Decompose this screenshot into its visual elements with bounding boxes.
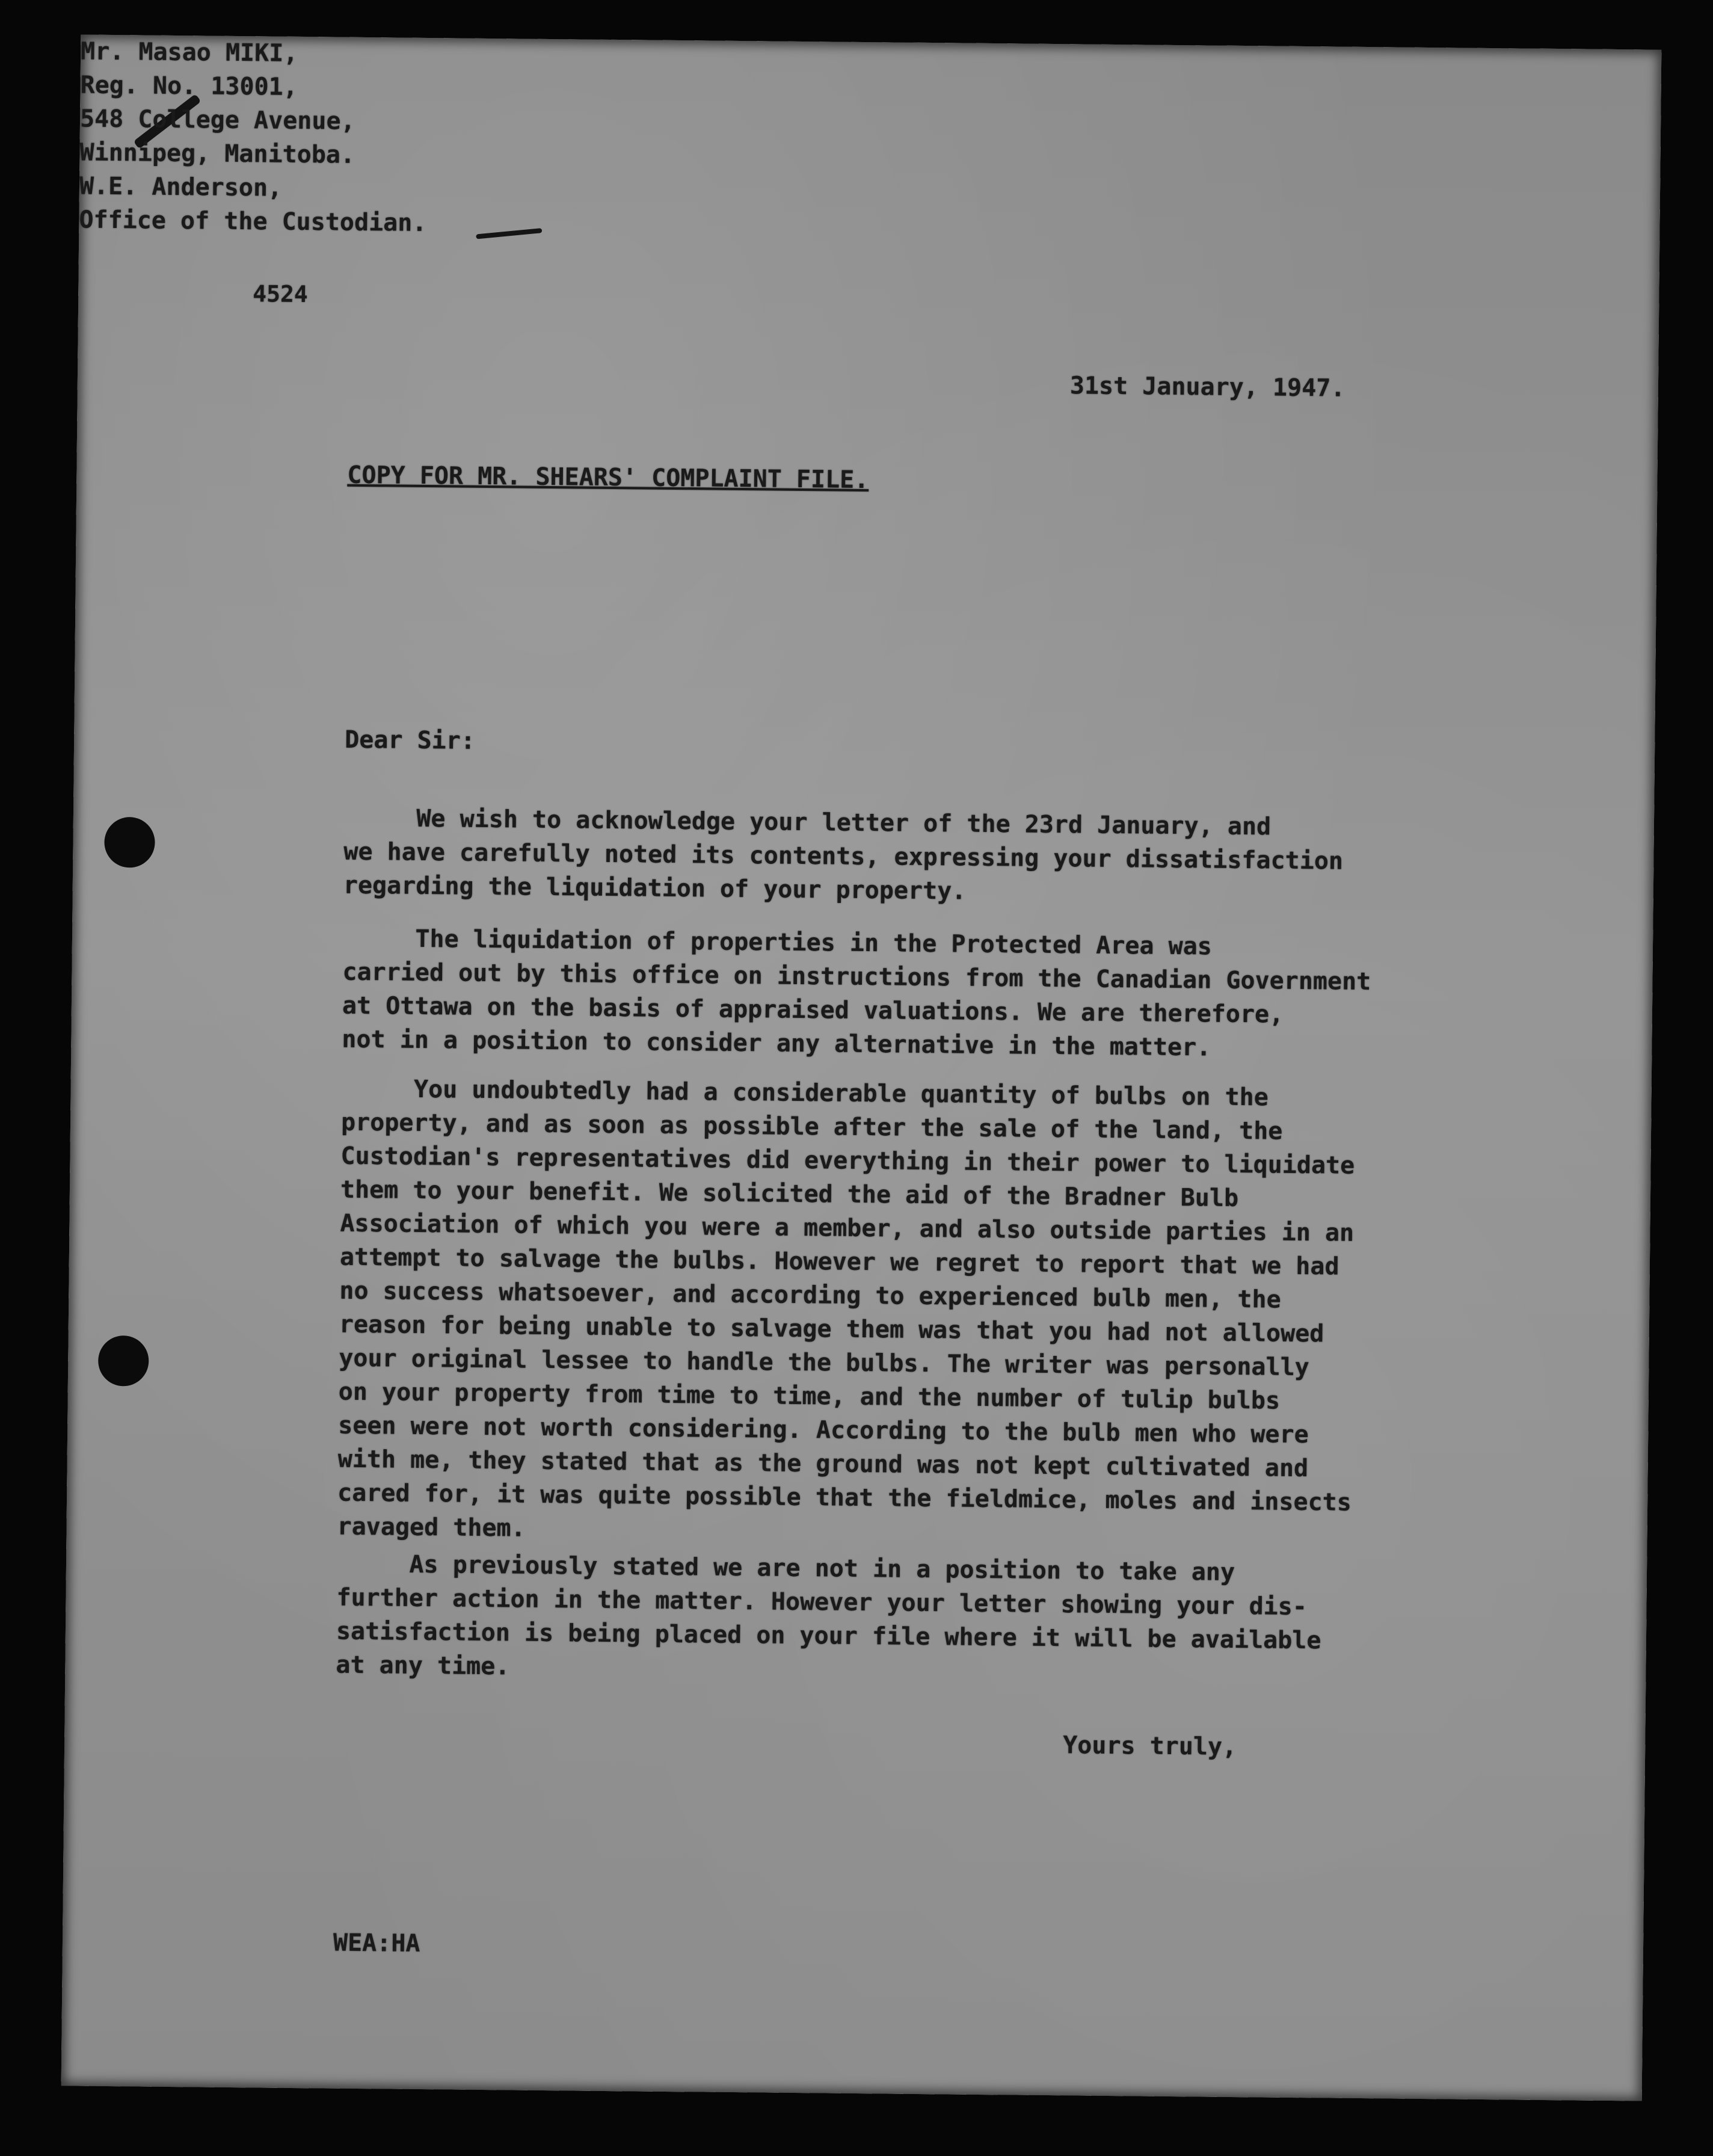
body-paragraph: As previously stated we are not in a position to take any further action in the matter. However your letter showing your dis- satisfaction is being placed on your file where it will be available at any time. [336, 1550, 1321, 1681]
recipient-city: Winnipeg, Manitoba. [79, 138, 355, 169]
signature-block [79, 169, 1660, 251]
letter-page [61, 34, 1662, 2101]
punch-hole-bottom [98, 1335, 149, 1387]
recipient-address [79, 34, 1661, 184]
body-paragraph: We wish to acknowledge your letter of the 23rd January, and we have carefully noted its contents, expressing your dissatisfaction regarding the liquidation of your property. [343, 804, 1344, 905]
salutation: Dear Sir: [344, 725, 476, 755]
signatory-office: Office of the Custodian. [79, 206, 427, 237]
signatory-name: W.E. Anderson, [79, 172, 283, 202]
recipient-street: 548 College Avenue, [79, 105, 355, 135]
body-paragraph: You undoubtedly had a considerable quantity of bulbs on the property, and as soon as possible after the sale of the land, the Custodian's representatives did everything in their power to liquidate them to your benefit. We solicited the aid of the Bradner Bulb Association of which you were a member, and also outside parties in an attempt to salvage the bulbs. However we regret to report that we had no success whatsoever, and according to experienced bulb men, the reason for being unable to salvage them was that you had not allowed your original lessee to handle the bulbs. The writer was personally on your property from time to time, and the number of tulip bulbs seen were not worth considering. According to the bulb men who were with me, they stated that as the ground was not kept cultivated and cared for, it was quite possible that the fieldmice, moles and insects ravaged them. [337, 1074, 1355, 1542]
typist-initials: WEA:HA [333, 1929, 420, 1958]
file-number: 4524 [253, 280, 309, 308]
letter-date: 31st January, 1947. [1069, 372, 1345, 402]
recipient-reg-number: Reg. No. 13001, [80, 71, 298, 101]
copy-heading: COPY FOR MR. SHEARS' COMPLAINT FILE. [347, 461, 869, 494]
body-paragraph: The liquidation of properties in the Protected Area was carried out by this office on instructions from the Canadian Government at Ottawa on the basis of appraised valuations. We are therefore, not in a position to consider any alternative in the matter. [342, 924, 1371, 1062]
closing: Yours truly, [1062, 1731, 1237, 1761]
recipient-name: Mr. Masao MIKI, [80, 37, 298, 67]
punch-hole-top [104, 817, 155, 868]
